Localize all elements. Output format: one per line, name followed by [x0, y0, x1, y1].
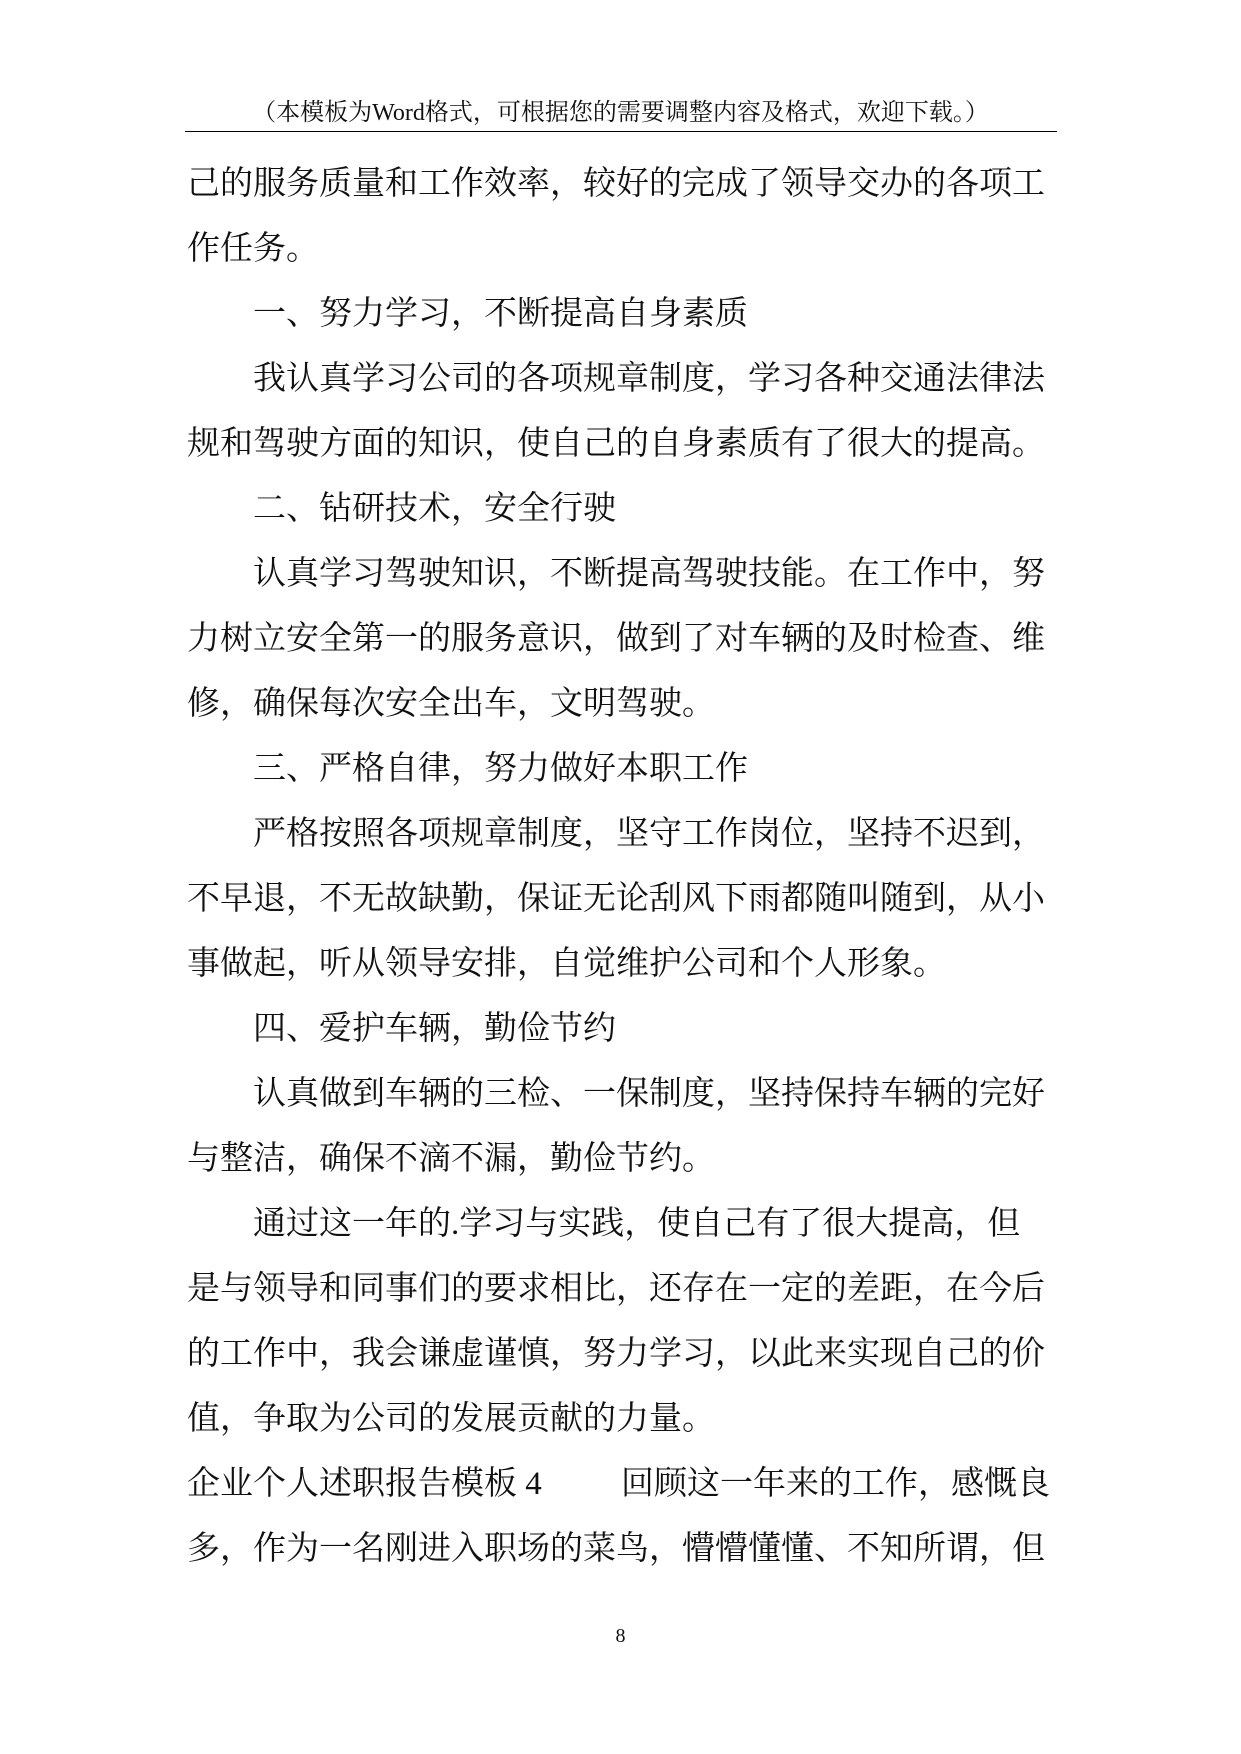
document-body [187, 152, 1067, 1582]
text-line: 不早退，不无故缺勤，保证无论刮风下雨都随叫随到，从小 [187, 881, 1045, 917]
text-line: 值，争取为公司的发展贡献的力量。 [187, 1401, 715, 1437]
text-line: 是与领导和同事们的要求相比，还存在一定的差距，在今后 [187, 1271, 1045, 1307]
text-line: 的工作中，我会谦虚谨慎，努力学习，以此来实现自己的价 [187, 1336, 1045, 1372]
text-line: 通过这一年的.学习与实践，使自己有了很大提高，但 [253, 1206, 1021, 1242]
section-heading [187, 477, 1067, 542]
section-heading-text: 一、努力学习，不断提高自身素质 [253, 296, 748, 332]
text-line: 力树立安全第一的服务意识，做到了对车辆的及时检查、维 [187, 621, 1045, 657]
paragraph [187, 802, 1067, 997]
text-line: 作任务。 [187, 231, 319, 267]
section-heading [187, 997, 1067, 1062]
paragraph [187, 542, 1067, 737]
text-line: 严格按照各项规章制度，坚守工作岗位，坚持不迟到， [253, 816, 1045, 852]
paragraph [187, 1192, 1067, 1452]
text-line: 多，作为一名刚进入职场的菜鸟，懵懵懂懂、不知所谓，但 [187, 1531, 1045, 1567]
page-number: 8 [615, 1625, 626, 1647]
header-note: （本模板为Word格式，可根据您的需要调整内容及格式，欢迎下载。） [252, 100, 989, 126]
report-title-row [187, 1452, 1067, 1517]
paragraph [187, 152, 1067, 282]
text-line: 己的服务质量和工作效率，较好的完成了领导交办的各项工 [187, 166, 1045, 202]
text-line: 事做起，听从领导安排，自觉维护公司和个人形象。 [187, 946, 946, 982]
report-title: 企业个人述职报告模板 4 [187, 1466, 542, 1502]
text-line: 认真学习驾驶知识，不断提高驾驶技能。在工作中，努 [253, 556, 1045, 592]
text-line: 规和驾驶方面的知识，使自己的自身素质有了很大的提高。 [187, 426, 1045, 462]
text-line: 我认真学习公司的各项规章制度，学习各种交通法律法 [253, 361, 1045, 397]
section-heading-text: 四、爱护车辆，勤俭节约 [253, 1011, 616, 1047]
section-heading [187, 282, 1067, 347]
section-heading-text: 二、钻研技术，安全行驶 [253, 491, 616, 527]
text-line: 回顾这一年来的工作，感慨良 [621, 1466, 1050, 1502]
header-rule [185, 131, 1057, 132]
paragraph [187, 347, 1067, 477]
text-line: 认真做到车辆的三检、一保制度，坚持保持车辆的完好 [253, 1076, 1045, 1112]
report-section [187, 1452, 1067, 1582]
paragraph [187, 1062, 1067, 1192]
text-line: 与整洁，确保不滴不漏，勤俭节约。 [187, 1141, 715, 1177]
section-heading [187, 737, 1067, 802]
text-line: 修，确保每次安全出车，文明驾驶。 [187, 686, 715, 722]
section-heading-text: 三、严格自律，努力做好本职工作 [253, 751, 748, 787]
